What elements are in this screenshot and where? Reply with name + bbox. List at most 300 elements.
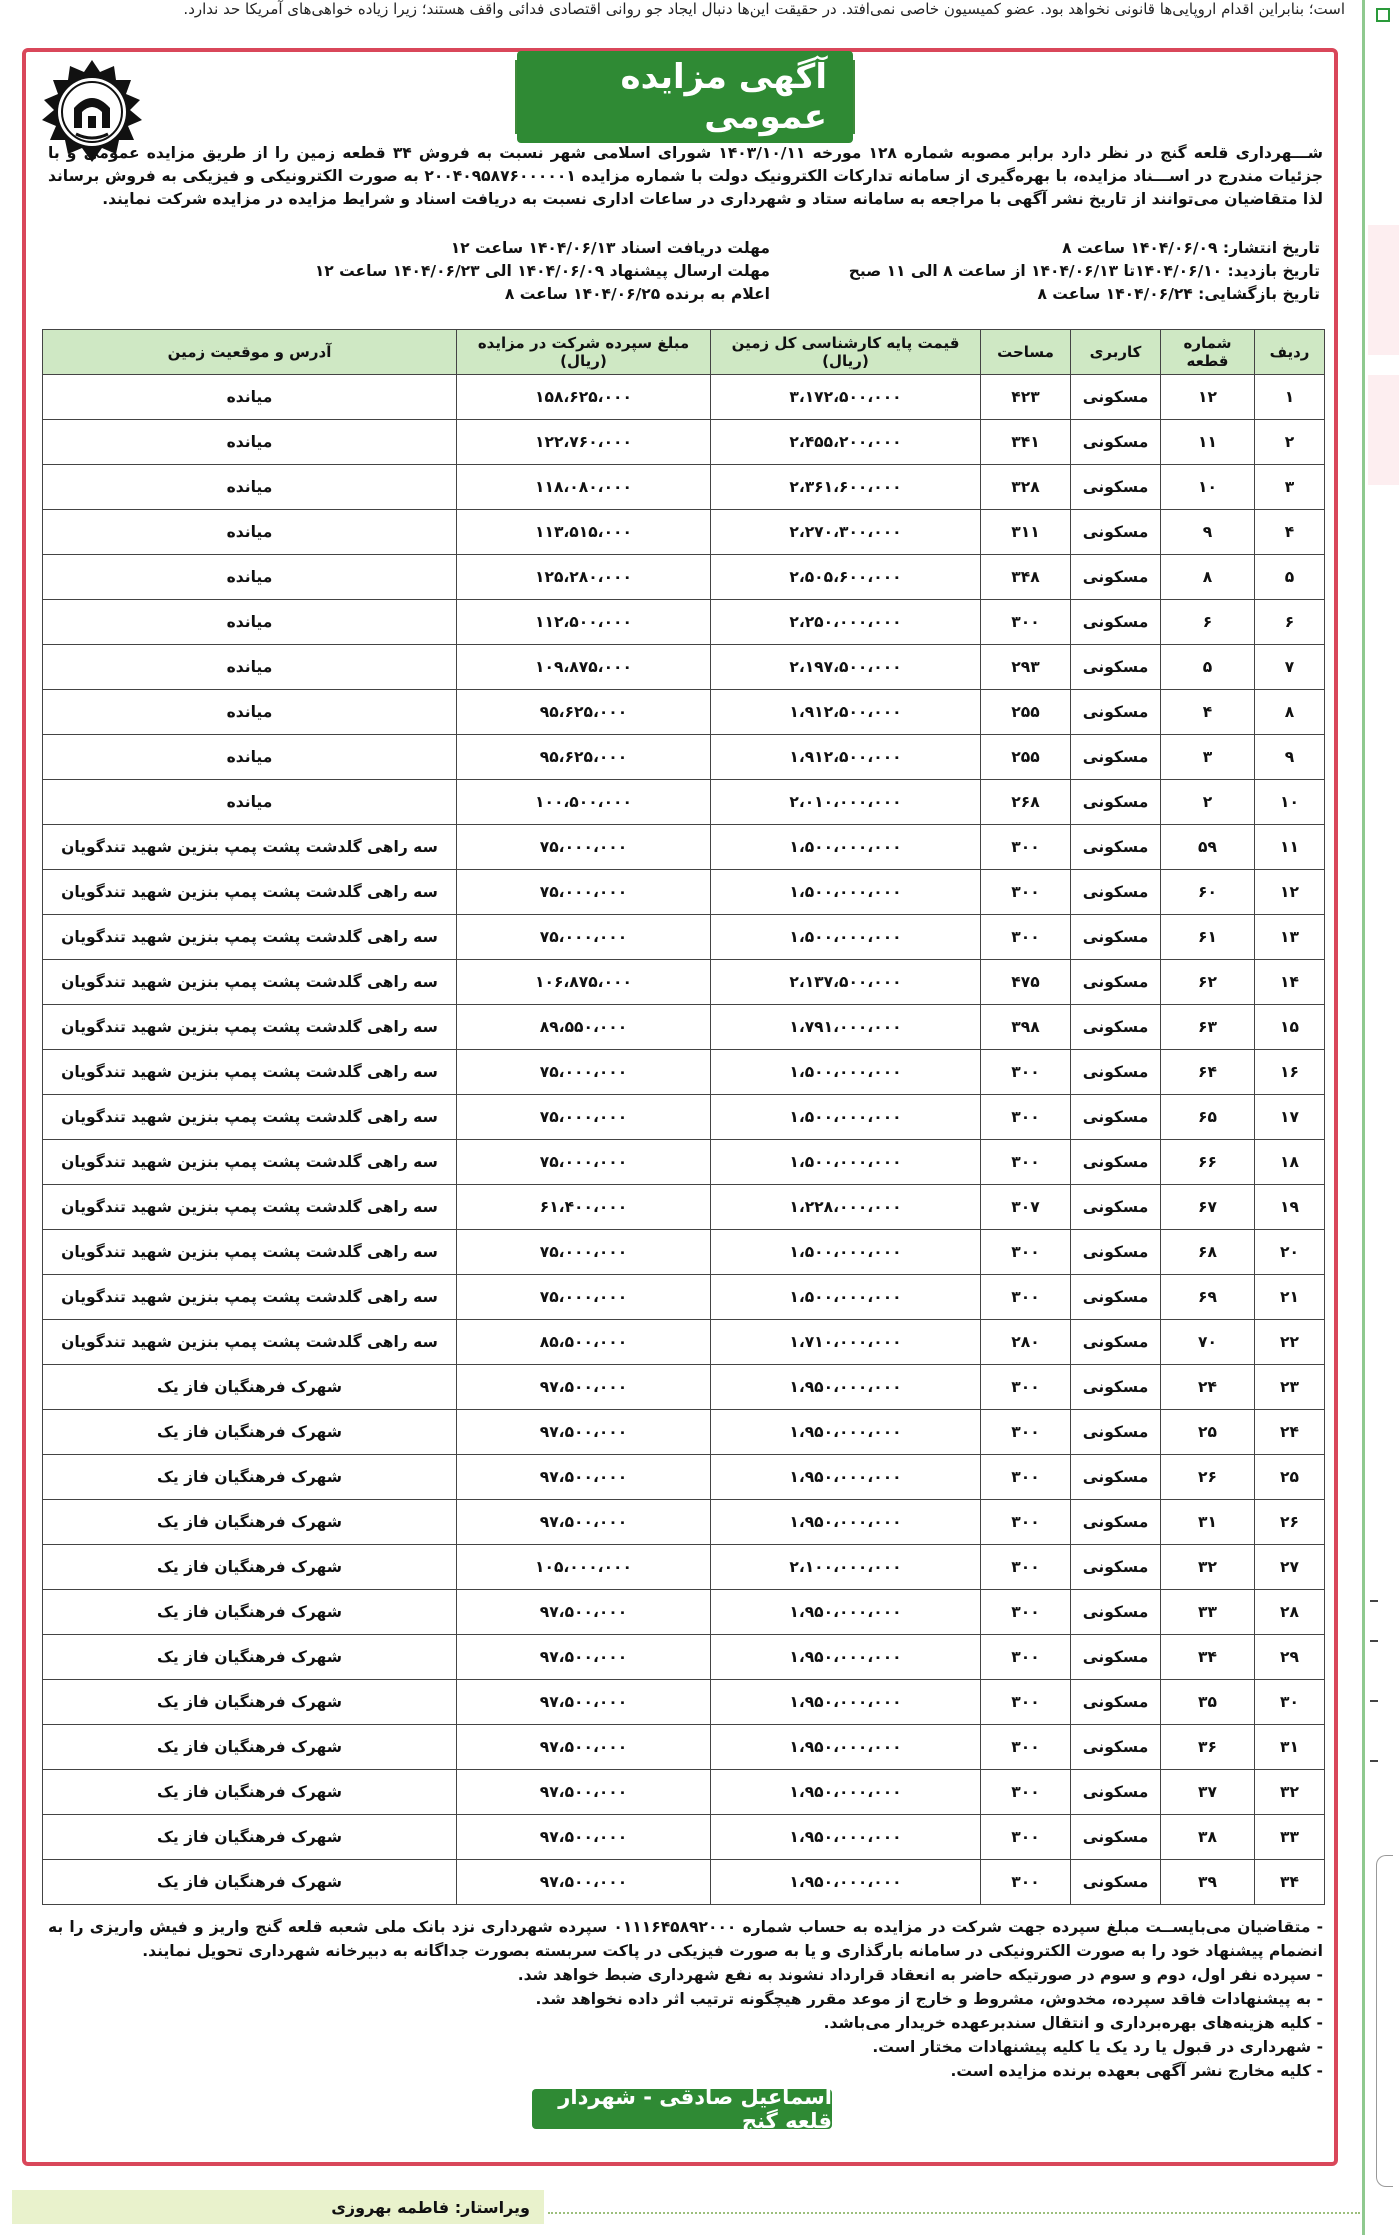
table-cell: ۷۵،۰۰۰،۰۰۰ bbox=[457, 1275, 711, 1320]
table-cell: مسکونی bbox=[1071, 1410, 1161, 1455]
table-cell: ۱،۹۵۰،۰۰۰،۰۰۰ bbox=[711, 1590, 981, 1635]
table-cell: سه راهی گلدشت پشت پمپ بنزین شهید تندگویان bbox=[43, 870, 457, 915]
table-cell: ۳۰۰ bbox=[981, 1500, 1071, 1545]
table-cell: مسکونی bbox=[1071, 1455, 1161, 1500]
table-row bbox=[43, 1455, 1325, 1500]
table-row bbox=[43, 780, 1325, 825]
column-header: مساحت bbox=[981, 330, 1071, 375]
table-cell: ۲۵ bbox=[1255, 1455, 1325, 1500]
table-cell: ۱،۵۰۰،۰۰۰،۰۰۰ bbox=[711, 1275, 981, 1320]
table-cell: ۲۶۸ bbox=[981, 780, 1071, 825]
table-cell: ۱،۹۵۰،۰۰۰،۰۰۰ bbox=[711, 1455, 981, 1500]
table-cell: ۱۰۹،۸۷۵،۰۰۰ bbox=[457, 645, 711, 690]
table-cell: ۱،۵۰۰،۰۰۰،۰۰۰ bbox=[711, 915, 981, 960]
table-cell: ۳۵ bbox=[1161, 1680, 1255, 1725]
table-cell: شهرک فرهنگیان فاز یک bbox=[43, 1815, 457, 1860]
table-cell: ۳۴۱ bbox=[981, 420, 1071, 465]
table-cell: شهرک فرهنگیان فاز یک bbox=[43, 1680, 457, 1725]
table-cell: مسکونی bbox=[1071, 1815, 1161, 1860]
table-cell: ۱۲ bbox=[1255, 870, 1325, 915]
table-cell: ۱۳ bbox=[1255, 915, 1325, 960]
table-cell: سه راهی گلدشت پشت پمپ بنزین شهید تندگویان bbox=[43, 1275, 457, 1320]
table-cell: مسکونی bbox=[1071, 1275, 1161, 1320]
table-cell: ۸ bbox=[1161, 555, 1255, 600]
table-row bbox=[43, 375, 1325, 420]
table-cell: ۶۵ bbox=[1161, 1095, 1255, 1140]
table-cell: ۲۷ bbox=[1255, 1545, 1325, 1590]
table-cell: ۶ bbox=[1161, 600, 1255, 645]
table-cell: مسکونی bbox=[1071, 645, 1161, 690]
note-item: - شهرداری در قبول یا رد یک یا کلیه پیشنهادات مختار است. bbox=[872, 2038, 1323, 2056]
table-row bbox=[43, 600, 1325, 645]
table-cell: ۹ bbox=[1161, 510, 1255, 555]
table-cell: مسکونی bbox=[1071, 825, 1161, 870]
table-cell: ۱۲۵،۲۸۰،۰۰۰ bbox=[457, 555, 711, 600]
text-fragment-mark bbox=[1370, 1640, 1378, 1642]
table-cell: ۶۷ bbox=[1161, 1185, 1255, 1230]
table-cell: ۳۲۸ bbox=[981, 465, 1071, 510]
table-cell: شهرک فرهنگیان فاز یک bbox=[43, 1545, 457, 1590]
table-cell: ۱۹ bbox=[1255, 1185, 1325, 1230]
table-cell: ۶۸ bbox=[1161, 1230, 1255, 1275]
table-cell: مسکونی bbox=[1071, 465, 1161, 510]
table-cell: ۳۰۰ bbox=[981, 1230, 1071, 1275]
table-cell: ۸۵،۵۰۰،۰۰۰ bbox=[457, 1320, 711, 1365]
table-cell: مسکونی bbox=[1071, 1050, 1161, 1095]
table-row bbox=[43, 690, 1325, 735]
adjacent-column bbox=[1368, 0, 1399, 2235]
table-row bbox=[43, 645, 1325, 690]
table-cell: ۱۵ bbox=[1255, 1005, 1325, 1050]
column-header: قیمت پایه کارشناسی کل زمین (ریال) bbox=[711, 330, 981, 375]
table-cell: ۲۵۵ bbox=[981, 690, 1071, 735]
table-cell: ۶۶ bbox=[1161, 1140, 1255, 1185]
table-cell: ۱۷ bbox=[1255, 1095, 1325, 1140]
table-cell: ۲۵۵ bbox=[981, 735, 1071, 780]
table-cell: ۱،۵۰۰،۰۰۰،۰۰۰ bbox=[711, 1095, 981, 1140]
table-cell: میانده bbox=[43, 465, 457, 510]
opening-date: تاریخ بازگشایی: ۱۴۰۴/۰۶/۲۴ ساعت ۸ bbox=[1037, 285, 1320, 303]
table-cell: ۶۹ bbox=[1161, 1275, 1255, 1320]
table-cell: ۶ bbox=[1255, 600, 1325, 645]
table-cell: ۹۷،۵۰۰،۰۰۰ bbox=[457, 1680, 711, 1725]
table-cell: ۲۶ bbox=[1255, 1500, 1325, 1545]
table-cell: ۲۲ bbox=[1255, 1320, 1325, 1365]
table-cell: ۶۰ bbox=[1161, 870, 1255, 915]
table-cell: ۱،۵۰۰،۰۰۰،۰۰۰ bbox=[711, 1050, 981, 1095]
winner-announcement: اعلام به برنده ۱۴۰۴/۰۶/۲۵ ساعت ۸ bbox=[504, 285, 770, 303]
table-cell: سه راهی گلدشت پشت پمپ بنزین شهید تندگویان bbox=[43, 960, 457, 1005]
table-cell: ۲،۲۵۰،۰۰۰،۰۰۰ bbox=[711, 600, 981, 645]
table-cell: ۶۱،۴۰۰،۰۰۰ bbox=[457, 1185, 711, 1230]
table-cell: مسکونی bbox=[1071, 555, 1161, 600]
table-cell: ۳۳ bbox=[1161, 1590, 1255, 1635]
table-cell: سه راهی گلدشت پشت پمپ بنزین شهید تندگویان bbox=[43, 1140, 457, 1185]
table-cell: ۳۱ bbox=[1161, 1500, 1255, 1545]
table-cell: ۲،۰۱۰،۰۰۰،۰۰۰ bbox=[711, 780, 981, 825]
table-cell: ۳۰۰ bbox=[981, 1410, 1071, 1455]
table-row bbox=[43, 825, 1325, 870]
table-cell: میانده bbox=[43, 645, 457, 690]
table-cell: ۳۰۷ bbox=[981, 1185, 1071, 1230]
table-cell: ۲،۵۰۵،۶۰۰،۰۰۰ bbox=[711, 555, 981, 600]
table-cell: ۱۰۰،۵۰۰،۰۰۰ bbox=[457, 780, 711, 825]
table-cell: سه راهی گلدشت پشت پمپ بنزین شهید تندگویان bbox=[43, 915, 457, 960]
table-row bbox=[43, 960, 1325, 1005]
table-cell: ۸۹،۵۵۰،۰۰۰ bbox=[457, 1005, 711, 1050]
table-cell: مسکونی bbox=[1071, 1635, 1161, 1680]
table-row bbox=[43, 1860, 1325, 1905]
table-cell: ۳،۱۷۲،۵۰۰،۰۰۰ bbox=[711, 375, 981, 420]
table-cell: ۴۲۳ bbox=[981, 375, 1071, 420]
table-cell: مسکونی bbox=[1071, 600, 1161, 645]
table-cell: ۳۰۰ bbox=[981, 1635, 1071, 1680]
table-cell: ۱۰ bbox=[1161, 465, 1255, 510]
title-banner bbox=[515, 57, 855, 137]
table-cell: میانده bbox=[43, 780, 457, 825]
table-cell: مسکونی bbox=[1071, 1860, 1161, 1905]
table-cell: ۱،۵۰۰،۰۰۰،۰۰۰ bbox=[711, 825, 981, 870]
table-cell: میانده bbox=[43, 420, 457, 465]
dates-block-left bbox=[314, 237, 770, 306]
table-cell: ۲ bbox=[1255, 420, 1325, 465]
table-cell: مسکونی bbox=[1071, 375, 1161, 420]
table-cell: ۲۶ bbox=[1161, 1455, 1255, 1500]
text-fragment-mark bbox=[1370, 1700, 1378, 1702]
table-cell: ۳۰۰ bbox=[981, 1365, 1071, 1410]
table-cell: ۳۲ bbox=[1161, 1545, 1255, 1590]
note-item: - سپرده نفر اول، دوم و سوم در صورتیکه حاضر به انعقاد قرارداد نشوند به نفع شهرداری ضبط خواهد شد. bbox=[517, 1966, 1323, 1984]
table-cell: ۳۰۰ bbox=[981, 1275, 1071, 1320]
table-cell: ۹۵،۶۲۵،۰۰۰ bbox=[457, 735, 711, 780]
column-header: آدرس و موقعیت زمین bbox=[43, 330, 457, 375]
text-fragment-mark bbox=[1370, 1760, 1378, 1762]
table-cell: شهرک فرهنگیان فاز یک bbox=[43, 1725, 457, 1770]
adjacent-ad-block bbox=[1368, 225, 1399, 355]
table-cell: ۳۰۰ bbox=[981, 915, 1071, 960]
publish-date: تاریخ انتشار: ۱۴۰۴/۰۶/۰۹ ساعت ۸ bbox=[1062, 239, 1320, 257]
table-cell: مسکونی bbox=[1071, 1680, 1161, 1725]
table-cell: ۲۵ bbox=[1161, 1410, 1255, 1455]
table-cell: ۱۲ bbox=[1161, 375, 1255, 420]
adjacent-box-edge bbox=[1376, 1855, 1393, 2187]
column-header: ردیف bbox=[1255, 330, 1325, 375]
table-cell: میانده bbox=[43, 735, 457, 780]
table-cell: ۹ bbox=[1255, 735, 1325, 780]
table-cell: مسکونی bbox=[1071, 1140, 1161, 1185]
table-cell: شهرک فرهنگیان فاز یک bbox=[43, 1635, 457, 1680]
square-marker-icon bbox=[1376, 8, 1390, 22]
table-cell: مسکونی bbox=[1071, 1500, 1161, 1545]
table-cell: ۲،۱۳۷،۵۰۰،۰۰۰ bbox=[711, 960, 981, 1005]
table-cell: ۱۰۶،۸۷۵،۰۰۰ bbox=[457, 960, 711, 1005]
table-cell: ۲۱ bbox=[1255, 1275, 1325, 1320]
table-cell: ۳۱۱ bbox=[981, 510, 1071, 555]
table-cell: ۲۸۰ bbox=[981, 1320, 1071, 1365]
table-cell: مسکونی bbox=[1071, 1590, 1161, 1635]
table-cell: ۹۷،۵۰۰،۰۰۰ bbox=[457, 1815, 711, 1860]
table-cell: ۱۱ bbox=[1161, 420, 1255, 465]
table-cell: ۱۱۲،۵۰۰،۰۰۰ bbox=[457, 600, 711, 645]
offer-deadline: مهلت ارسال پیشنهاد ۱۴۰۴/۰۶/۰۹ الی ۱۴۰۴/۰۶/۲۳ ساعت ۱۲ bbox=[314, 262, 770, 280]
table-cell: مسکونی bbox=[1071, 960, 1161, 1005]
table-cell: ۶۱ bbox=[1161, 915, 1255, 960]
table-cell: ۳۴۸ bbox=[981, 555, 1071, 600]
table-cell: ۳ bbox=[1161, 735, 1255, 780]
table-cell: ۳۴ bbox=[1255, 1860, 1325, 1905]
table-cell: ۱،۷۹۱،۰۰۰،۰۰۰ bbox=[711, 1005, 981, 1050]
table-cell: ۱۱۳،۵۱۵،۰۰۰ bbox=[457, 510, 711, 555]
table-cell: ۳۰۰ bbox=[981, 825, 1071, 870]
previous-article-strip: است؛ بنابراین اقدام اروپایی‌ها قانونی نخواهد بود. عضو کمیسیون خاصی نمی‌افتد. در حقیقت این‌ها دنبال ایجاد جو روانی اقتصادی فدائی واقف هستند؛ زیرا زیاده خواهی‌های آمریکا حد ندارد. bbox=[183, 0, 1345, 18]
table-cell: ۹۷،۵۰۰،۰۰۰ bbox=[457, 1635, 711, 1680]
table-cell: مسکونی bbox=[1071, 420, 1161, 465]
table-cell: ۳۶ bbox=[1161, 1725, 1255, 1770]
table-cell: ۷۵،۰۰۰،۰۰۰ bbox=[457, 1140, 711, 1185]
table-cell: ۱،۹۱۲،۵۰۰،۰۰۰ bbox=[711, 735, 981, 780]
table-cell: میانده bbox=[43, 600, 457, 645]
column-header: مبلغ سپرده شرکت در مزایده (ریال) bbox=[457, 330, 711, 375]
table-cell: ۱،۹۵۰،۰۰۰،۰۰۰ bbox=[711, 1815, 981, 1860]
table-cell: ۱،۹۱۲،۵۰۰،۰۰۰ bbox=[711, 690, 981, 735]
table-cell: ۳۰۰ bbox=[981, 1050, 1071, 1095]
table-cell: ۳۴ bbox=[1161, 1635, 1255, 1680]
table-cell: سه راهی گلدشت پشت پمپ بنزین شهید تندگویان bbox=[43, 1095, 457, 1140]
adjacent-ad-block bbox=[1368, 375, 1399, 485]
table-cell: سه راهی گلدشت پشت پمپ بنزین شهید تندگویان bbox=[43, 1185, 457, 1230]
column-header: کاربری bbox=[1071, 330, 1161, 375]
table-cell: ۲،۴۵۵،۲۰۰،۰۰۰ bbox=[711, 420, 981, 465]
table-cell: ۱،۷۱۰،۰۰۰،۰۰۰ bbox=[711, 1320, 981, 1365]
table-row bbox=[43, 510, 1325, 555]
table-cell: ۳۷ bbox=[1161, 1770, 1255, 1815]
table-cell: سه راهی گلدشت پشت پمپ بنزین شهید تندگویان bbox=[43, 1320, 457, 1365]
table-cell: مسکونی bbox=[1071, 1185, 1161, 1230]
table-row bbox=[43, 1635, 1325, 1680]
table-cell: ۳۰۰ bbox=[981, 1680, 1071, 1725]
table-cell: مسکونی bbox=[1071, 1095, 1161, 1140]
table-cell: ۷۵،۰۰۰،۰۰۰ bbox=[457, 825, 711, 870]
table-cell: ۹۷،۵۰۰،۰۰۰ bbox=[457, 1500, 711, 1545]
table-cell: ۹۵،۶۲۵،۰۰۰ bbox=[457, 690, 711, 735]
table-row bbox=[43, 1590, 1325, 1635]
table-cell: ۲،۲۷۰،۳۰۰،۰۰۰ bbox=[711, 510, 981, 555]
table-header-row bbox=[43, 330, 1325, 375]
table-row bbox=[43, 555, 1325, 600]
signature-banner: اسماعیل صادقی - شهردار قلعه گنج bbox=[532, 2089, 832, 2129]
table-row bbox=[43, 1365, 1325, 1410]
table-cell: مسکونی bbox=[1071, 690, 1161, 735]
table-row bbox=[43, 1320, 1325, 1365]
table-cell: ۷۵،۰۰۰،۰۰۰ bbox=[457, 915, 711, 960]
table-row bbox=[43, 1005, 1325, 1050]
table-cell: ۱۶ bbox=[1255, 1050, 1325, 1095]
table-row bbox=[43, 1275, 1325, 1320]
table-cell: شهرک فرهنگیان فاز یک bbox=[43, 1410, 457, 1455]
table-cell: ۱،۹۵۰،۰۰۰،۰۰۰ bbox=[711, 1770, 981, 1815]
table-cell: ۹۷،۵۰۰،۰۰۰ bbox=[457, 1590, 711, 1635]
editor-credit: ویراستار: فاطمه بهروزی bbox=[12, 2190, 544, 2224]
table-cell: ۵۹ bbox=[1161, 825, 1255, 870]
table-cell: میانده bbox=[43, 555, 457, 600]
table-cell: شهرک فرهنگیان فاز یک bbox=[43, 1455, 457, 1500]
table-cell: ۱۵۸،۶۲۵،۰۰۰ bbox=[457, 375, 711, 420]
table-row bbox=[43, 1500, 1325, 1545]
table-cell: ۷ bbox=[1255, 645, 1325, 690]
table-cell: میانده bbox=[43, 690, 457, 735]
table-cell: ۱۴ bbox=[1255, 960, 1325, 1005]
dates-block-right bbox=[848, 237, 1320, 306]
table-cell: ۱۱ bbox=[1255, 825, 1325, 870]
table-cell: ۳۰۰ bbox=[981, 1545, 1071, 1590]
table-cell: میانده bbox=[43, 375, 457, 420]
column-header: شماره قطعه bbox=[1161, 330, 1255, 375]
table-cell: ۲۴ bbox=[1255, 1410, 1325, 1455]
table-cell: ۳۰۰ bbox=[981, 1455, 1071, 1500]
table-cell: ۴ bbox=[1161, 690, 1255, 735]
page-title: آگهی مزایده عمومی bbox=[517, 51, 853, 143]
table-cell: ۱،۹۵۰،۰۰۰،۰۰۰ bbox=[711, 1860, 981, 1905]
table-cell: ۹۷،۵۰۰،۰۰۰ bbox=[457, 1410, 711, 1455]
table-cell: ۳۰۰ bbox=[981, 1770, 1071, 1815]
table-row bbox=[43, 1230, 1325, 1275]
table-cell: سه راهی گلدشت پشت پمپ بنزین شهید تندگویان bbox=[43, 1050, 457, 1095]
table-row bbox=[43, 1095, 1325, 1140]
table-cell: مسکونی bbox=[1071, 915, 1161, 960]
table-cell: ۳۰۰ bbox=[981, 1815, 1071, 1860]
table-row bbox=[43, 1815, 1325, 1860]
table-cell: مسکونی bbox=[1071, 1725, 1161, 1770]
table-cell: ۶۴ bbox=[1161, 1050, 1255, 1095]
table-cell: ۹۷،۵۰۰،۰۰۰ bbox=[457, 1365, 711, 1410]
table-cell: ۲۹۳ bbox=[981, 645, 1071, 690]
table-cell: ۹۷،۵۰۰،۰۰۰ bbox=[457, 1770, 711, 1815]
table-cell: شهرک فرهنگیان فاز یک bbox=[43, 1500, 457, 1545]
docs-deadline: مهلت دریافت اسناد ۱۴۰۴/۰۶/۱۳ ساعت ۱۲ bbox=[450, 239, 770, 257]
table-cell: ۱،۲۲۸،۰۰۰،۰۰۰ bbox=[711, 1185, 981, 1230]
terms-notes bbox=[48, 1915, 1323, 2083]
table-row bbox=[43, 1770, 1325, 1815]
table-cell: ۳۳ bbox=[1255, 1815, 1325, 1860]
table-cell: ۷۵،۰۰۰،۰۰۰ bbox=[457, 1095, 711, 1140]
table-cell: سه راهی گلدشت پشت پمپ بنزین شهید تندگویان bbox=[43, 1230, 457, 1275]
table-cell: مسکونی bbox=[1071, 1230, 1161, 1275]
table-cell: ۶۳ bbox=[1161, 1005, 1255, 1050]
table-cell: ۲۸ bbox=[1255, 1590, 1325, 1635]
table-row bbox=[43, 1725, 1325, 1770]
table-cell: ۳۰ bbox=[1255, 1680, 1325, 1725]
table-cell: ۳۱ bbox=[1255, 1725, 1325, 1770]
table-cell: ۹۷،۵۰۰،۰۰۰ bbox=[457, 1725, 711, 1770]
table-cell: ۳۸ bbox=[1161, 1815, 1255, 1860]
table-cell: سه راهی گلدشت پشت پمپ بنزین شهید تندگویان bbox=[43, 825, 457, 870]
table-cell: ۱،۹۵۰،۰۰۰،۰۰۰ bbox=[711, 1500, 981, 1545]
table-cell: مسکونی bbox=[1071, 870, 1161, 915]
table-cell: ۲۰ bbox=[1255, 1230, 1325, 1275]
table-cell: شهرک فرهنگیان فاز یک bbox=[43, 1365, 457, 1410]
table-cell: ۳۲ bbox=[1255, 1770, 1325, 1815]
table-cell: ۲،۱۹۷،۵۰۰،۰۰۰ bbox=[711, 645, 981, 690]
table-cell: ۲،۱۰۰،۰۰۰،۰۰۰ bbox=[711, 1545, 981, 1590]
table-row bbox=[43, 1050, 1325, 1095]
note-item: - کلیه هزینه‌های بهره‌برداری و انتقال سندبرعهده خریدار می‌باشد. bbox=[823, 2014, 1323, 2032]
table-cell: مسکونی bbox=[1071, 780, 1161, 825]
table-cell: ۹۷،۵۰۰،۰۰۰ bbox=[457, 1860, 711, 1905]
table-cell: ۱۸ bbox=[1255, 1140, 1325, 1185]
land-lots-table bbox=[42, 329, 1325, 1905]
intro-paragraph: شـــهرداری قلعه گنج در نظر دارد برابر مصوبه شماره ۱۲۸ مورخه ۱۴۰۳/۱۰/۱۱ شورای اسلامی شهر نسبت به فروش ۳۴ قطعه زمین را از طریق مزایده عمومی و با جزئیات مندرج در اســـناد مزایده، با بهره‌گیری از سامانه تدارکات الکترونیک دولت با شماره مزایده ۲۰۰۴۰۹۵۸۷۶۰۰۰۰۰۱ به صورت الکترونیکی و فیزیکی به فروش برساند لذا متقاضیان می‌توانند از تاریخ نشر آگهی با مراجعه به سامانه ستاد و شهرداری در ساعات اداری نسبت به دریافت اسناد و شرایط مزایده در مزایده شرکت نمایند. bbox=[48, 144, 1324, 208]
table-cell: ۳۹۸ bbox=[981, 1005, 1071, 1050]
table-cell: ۱،۹۵۰،۰۰۰،۰۰۰ bbox=[711, 1725, 981, 1770]
table-cell: ۱،۹۵۰،۰۰۰،۰۰۰ bbox=[711, 1680, 981, 1725]
table-row bbox=[43, 915, 1325, 960]
table-cell: ۳۰۰ bbox=[981, 1590, 1071, 1635]
table-cell: ۷۵،۰۰۰،۰۰۰ bbox=[457, 1230, 711, 1275]
table-cell: ۱ bbox=[1255, 375, 1325, 420]
table-cell: ۱،۵۰۰،۰۰۰،۰۰۰ bbox=[711, 1230, 981, 1275]
table-row bbox=[43, 735, 1325, 780]
table-cell: ۹۷،۵۰۰،۰۰۰ bbox=[457, 1455, 711, 1500]
table-cell: ۷۵،۰۰۰،۰۰۰ bbox=[457, 1050, 711, 1095]
table-cell: ۴۷۵ bbox=[981, 960, 1071, 1005]
table-row bbox=[43, 870, 1325, 915]
table-cell: ۳۰۰ bbox=[981, 1860, 1071, 1905]
table-cell: ۲،۳۶۱،۶۰۰،۰۰۰ bbox=[711, 465, 981, 510]
table-row bbox=[43, 1140, 1325, 1185]
table-cell: ۳ bbox=[1255, 465, 1325, 510]
table-cell: ۱،۹۵۰،۰۰۰،۰۰۰ bbox=[711, 1410, 981, 1455]
table-cell: ۳۰۰ bbox=[981, 1095, 1071, 1140]
table-row bbox=[43, 1410, 1325, 1455]
note-item: - کلیه مخارج نشر آگهی بعهده برنده مزایده است. bbox=[950, 2062, 1323, 2080]
table-cell: ۵ bbox=[1161, 645, 1255, 690]
table-cell: ۲ bbox=[1161, 780, 1255, 825]
footer-dotted-rule bbox=[548, 2212, 1360, 2214]
table-cell: شهرک فرهنگیان فاز یک bbox=[43, 1860, 457, 1905]
table-cell: شهرک فرهنگیان فاز یک bbox=[43, 1770, 457, 1815]
table-cell: ۳۰۰ bbox=[981, 1140, 1071, 1185]
table-cell: ۳۰۰ bbox=[981, 600, 1071, 645]
table-cell: ۱۲۲،۷۶۰،۰۰۰ bbox=[457, 420, 711, 465]
table-cell: ۱،۵۰۰،۰۰۰،۰۰۰ bbox=[711, 870, 981, 915]
visit-date: تاریخ بازدید: ۱۴۰۴/۰۶/۱۰تا ۱۴۰۴/۰۶/۱۳ از ساعت ۸ الی ۱۱ صبح bbox=[848, 262, 1320, 280]
table-cell: ۳۰۰ bbox=[981, 870, 1071, 915]
table-cell: سه راهی گلدشت پشت پمپ بنزین شهید تندگویان bbox=[43, 1005, 457, 1050]
table-row bbox=[43, 1680, 1325, 1725]
table-cell: ۳۹ bbox=[1161, 1860, 1255, 1905]
table-cell: ۲۳ bbox=[1255, 1365, 1325, 1410]
table-cell: ۷۵،۰۰۰،۰۰۰ bbox=[457, 870, 711, 915]
table-row bbox=[43, 1545, 1325, 1590]
table-cell: ۱،۵۰۰،۰۰۰،۰۰۰ bbox=[711, 1140, 981, 1185]
table-cell: ۷۰ bbox=[1161, 1320, 1255, 1365]
table-cell: مسکونی bbox=[1071, 735, 1161, 780]
table-cell: مسکونی bbox=[1071, 1770, 1161, 1815]
note-item: - متقاضیان می‌بایســت مبلغ سپرده جهت شرکت در مزایده به حساب شماره ۰۱۱۱۶۴۵۸۹۲۰۰۰ سپرده شهرداری نزد بانک ملی شعبه قلعه گنج واریز و فیش واریزی را به انضمام پیشنهاد خود را به صورت الکترونیکی در سامانه بارگذاری و یا به صورت فیزیکی در پاکت سربسته بصورت جداگانه به دبیرخانه شهرداری تحویل نمایند. bbox=[48, 1918, 1324, 1960]
table-cell: ۲۴ bbox=[1161, 1365, 1255, 1410]
table-cell: ۱۱۸،۰۸۰،۰۰۰ bbox=[457, 465, 711, 510]
table-cell: ۵ bbox=[1255, 555, 1325, 600]
table-cell: ۳۰۰ bbox=[981, 1725, 1071, 1770]
table-cell: مسکونی bbox=[1071, 1365, 1161, 1410]
table-cell: ۶۲ bbox=[1161, 960, 1255, 1005]
table-cell: مسکونی bbox=[1071, 1320, 1161, 1365]
column-divider bbox=[1362, 0, 1365, 2235]
table-cell: ۱۰۵،۰۰۰،۰۰۰ bbox=[457, 1545, 711, 1590]
table-row bbox=[43, 465, 1325, 510]
table-cell: ۸ bbox=[1255, 690, 1325, 735]
table-cell: ۱،۹۵۰،۰۰۰،۰۰۰ bbox=[711, 1635, 981, 1680]
